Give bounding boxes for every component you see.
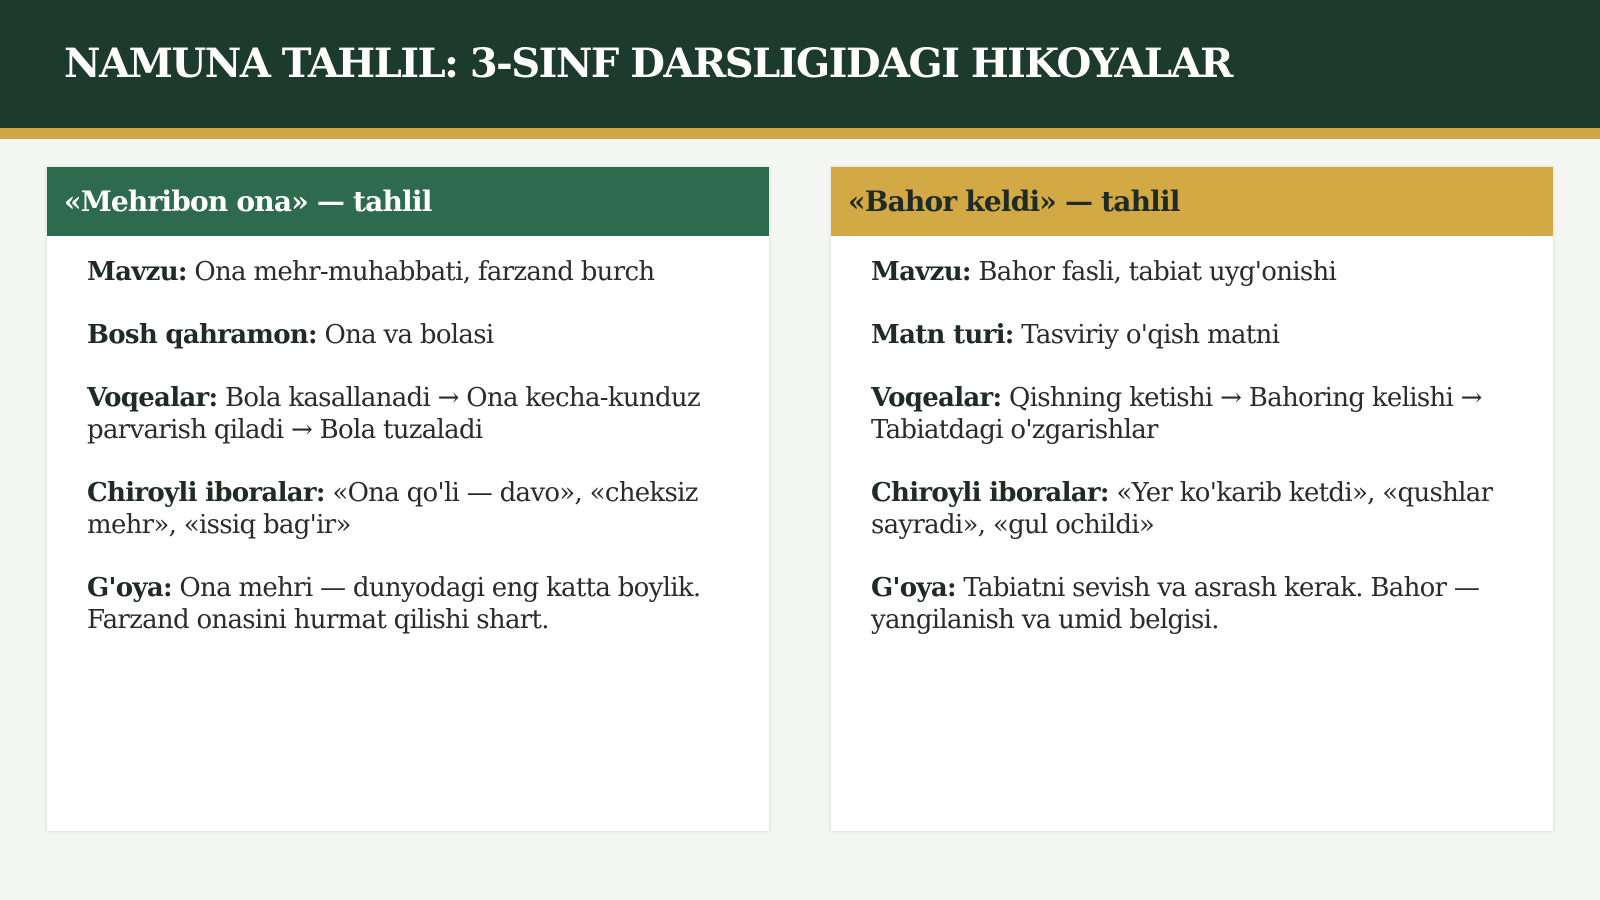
card-title: «Mehribon ona» — tahlil: [47, 167, 769, 236]
card-mehribon-ona: [47, 167, 769, 831]
item-bosh-qahramon: [87, 319, 729, 351]
item-goya: [871, 572, 1513, 636]
item-text: «Yer ko'karib ketdi», «qushlar sayradi», «gul ochildi»: [871, 478, 1493, 540]
item-text: Tasviriy o'qish matni: [1013, 320, 1280, 350]
item-text: Bola kasallanadi → Ona kecha-kunduz parvarish qiladi → Bola tuzaladi: [87, 383, 700, 445]
item-label: Chiroyli iboralar:: [871, 478, 1109, 508]
item-text: Ona mehr-muhabbati, farzand burch: [186, 257, 655, 287]
accent-stripe: [0, 128, 1600, 139]
item-text: Ona va bolasi: [316, 320, 494, 350]
item-chiroyli-iboralar: [871, 477, 1513, 541]
item-label: G'oya:: [871, 573, 956, 603]
item-label: Mavzu:: [871, 257, 971, 287]
item-voqealar: [871, 382, 1513, 446]
item-goya: [87, 572, 729, 636]
item-chiroyli-iboralar: [87, 477, 729, 541]
item-matn-turi: [871, 319, 1513, 351]
item-voqealar: [87, 382, 729, 446]
card-title: «Bahor keldi» — tahlil: [831, 167, 1553, 236]
item-label: Bosh qahramon:: [87, 320, 317, 350]
item-text: Qishning ketishi → Bahoring kelishi → Tabiatdagi o'zgarishlar: [871, 383, 1482, 445]
item-mavzu: [871, 256, 1513, 288]
item-text: Bahor fasli, tabiat uyg'onishi: [970, 257, 1337, 287]
item-label: G'oya:: [87, 573, 172, 603]
item-label: Voqealar:: [871, 383, 1002, 413]
item-text: Tabiatni sevish va asrash kerak. Bahor — yangilanish va umid belgisi.: [871, 573, 1480, 635]
card-bahor-keldi: [831, 167, 1553, 831]
card-body: [831, 236, 1553, 636]
page-title: NAMUNA TAHLIL: 3-SINF DARSLIGIDAGI HIKOYALAR: [64, 40, 1232, 87]
card-body: [47, 236, 769, 636]
item-text: «Ona qo'li — davo», «cheksiz mehr», «issiq bag'ir»: [87, 478, 698, 540]
item-text: Ona mehri — dunyodagi eng katta boylik. Farzand onasini hurmat qilishi shart.: [87, 573, 701, 635]
item-label: Matn turi:: [871, 320, 1014, 350]
item-label: Chiroyli iboralar:: [87, 478, 325, 508]
item-label: Voqealar:: [87, 383, 218, 413]
item-mavzu: [87, 256, 729, 288]
item-label: Mavzu:: [87, 257, 187, 287]
